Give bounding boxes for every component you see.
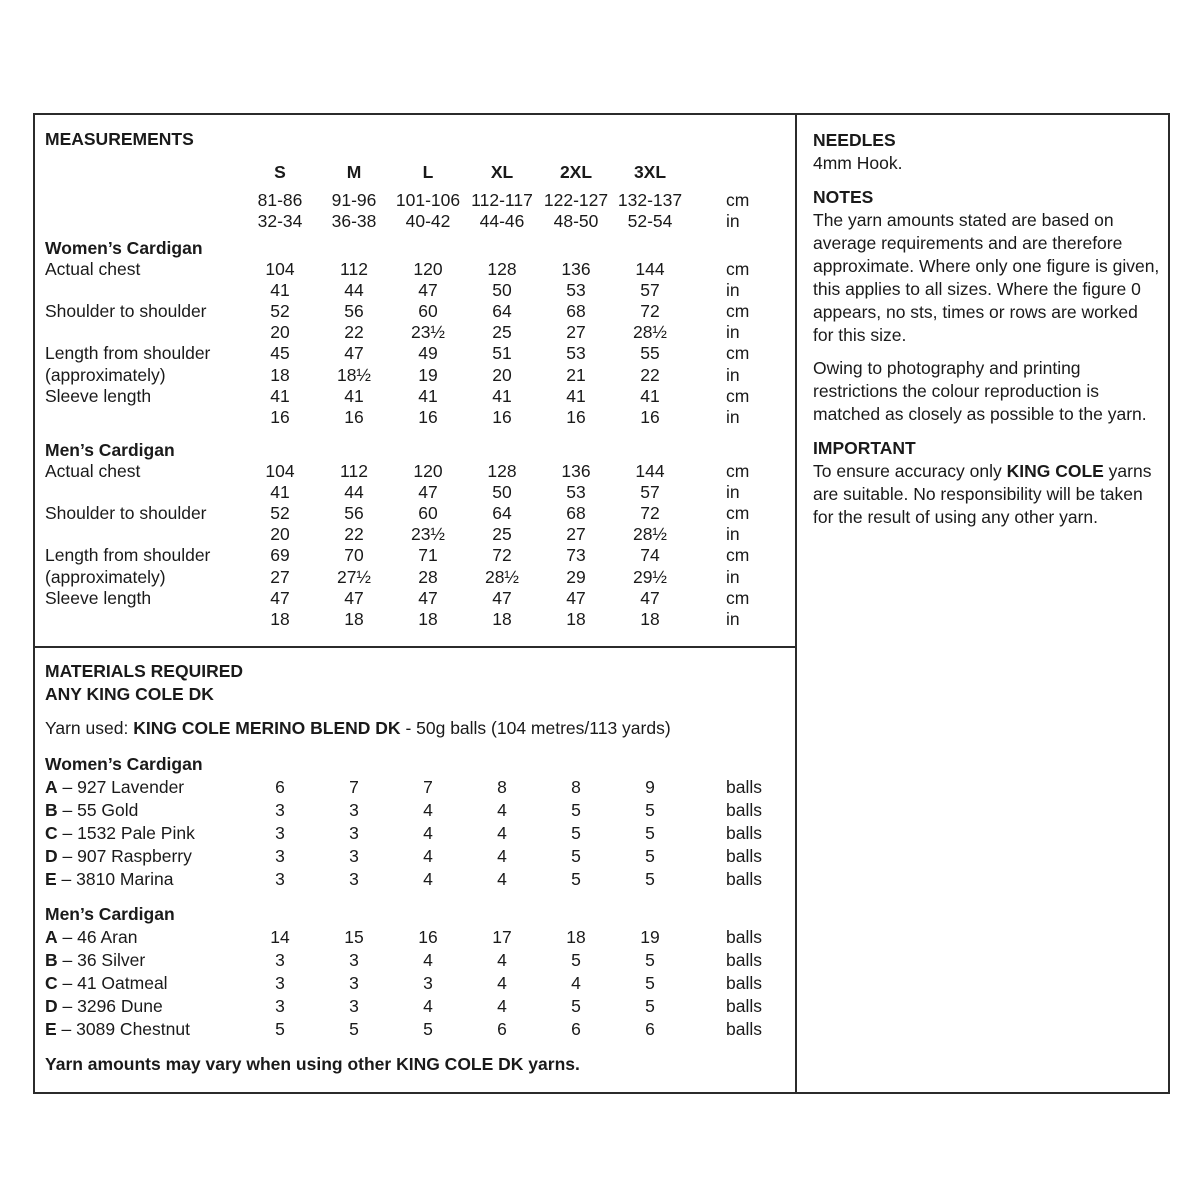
ball-unit: balls — [726, 950, 762, 970]
measurement-value: 56 — [344, 503, 364, 524]
yarn-colour-label — [45, 996, 163, 1017]
notes-heading: NOTES — [813, 187, 874, 207]
chest-range-cm: 101-106 — [395, 190, 461, 210]
measurement-value: 16 — [640, 406, 660, 427]
ball-count: 5 — [571, 869, 581, 889]
measurement-value: 29½ — [632, 566, 668, 587]
yarn-letter: C — [45, 823, 58, 843]
measurement-value: 47 — [344, 343, 364, 364]
notes-paragraph-2: Owing to photography and printing restrictions the colour reproduction is matched as closely as possible to the yarn. — [813, 358, 1147, 424]
measurement-row-label: Sleeve length — [45, 385, 152, 406]
yarn-letter: B — [45, 950, 58, 970]
measurement-value: 27½ — [336, 566, 372, 587]
chest-range-cm: 132-137 — [617, 190, 683, 210]
yarn-colour-label — [45, 950, 145, 971]
ball-count: 18 — [566, 927, 586, 947]
ball-count: 4 — [423, 950, 433, 970]
measurement-value: 104 — [265, 461, 295, 481]
measurement-value: 18 — [270, 364, 290, 385]
measurement-value: 72 — [492, 545, 512, 566]
ball-count: 3 — [275, 973, 285, 993]
measurement-value: 120 — [413, 259, 443, 279]
measurement-value: 47 — [640, 587, 660, 608]
ball-count: 17 — [492, 927, 512, 947]
measurement-row-label: Shoulder to shoulder — [45, 503, 207, 524]
measurement-value: 21 — [566, 364, 586, 385]
size-header-xl: XL — [490, 162, 514, 182]
measurement-unit: in — [726, 406, 740, 427]
measurement-unit: cm — [726, 385, 750, 406]
ball-unit: balls — [726, 927, 762, 947]
column-divider — [795, 113, 797, 1094]
size-header-3xl: 3XL — [633, 162, 667, 182]
ball-unit: balls — [726, 800, 762, 820]
measurement-value: 68 — [566, 503, 586, 524]
measurement-row-label: Shoulder to shoulder — [45, 301, 207, 322]
chest-range-cm: 91-96 — [331, 190, 377, 210]
ball-unit: balls — [726, 823, 762, 843]
ball-count: 4 — [497, 950, 507, 970]
measurement-value: 23½ — [410, 322, 446, 343]
measurement-value: 128 — [487, 461, 517, 481]
measurement-value: 41 — [640, 385, 660, 406]
unit-cm: cm — [726, 190, 750, 210]
measurement-value: 47 — [270, 587, 290, 608]
ball-count: 6 — [275, 777, 285, 797]
ball-count: 5 — [571, 950, 581, 970]
section-divider — [33, 646, 797, 648]
materials-subheading: ANY KING COLE DK — [45, 684, 214, 704]
ball-count: 5 — [645, 950, 655, 970]
measurement-unit: in — [726, 524, 740, 545]
important-text-before: To ensure accuracy only — [813, 461, 1007, 481]
measurement-value: 29 — [566, 566, 586, 587]
measurement-unit: cm — [726, 301, 750, 322]
yarn-used-line — [45, 718, 671, 739]
ball-count: 3 — [275, 869, 285, 889]
measurement-value: 27 — [270, 566, 290, 587]
yarn-letter: E — [45, 1019, 57, 1039]
measurement-value: 27 — [566, 524, 586, 545]
measurement-value: 53 — [566, 482, 586, 503]
needles-heading: NEEDLES — [813, 130, 896, 150]
yarn-colour-name: – 3089 Chestnut — [56, 1019, 190, 1039]
measurement-value: 128 — [487, 259, 517, 279]
measurement-row-label: Length from shoulder — [45, 545, 211, 566]
measurement-value: 22 — [640, 364, 660, 385]
yarn-colour-label — [45, 973, 168, 994]
chest-range-in: 32-34 — [257, 211, 303, 231]
measurement-unit: cm — [726, 461, 750, 481]
yarn-letter: D — [45, 996, 58, 1016]
measurement-value: 49 — [418, 343, 438, 364]
measurement-unit: cm — [726, 503, 750, 524]
ball-count: 4 — [497, 869, 507, 889]
measurement-value: 52 — [270, 301, 290, 322]
ball-count: 3 — [349, 996, 359, 1016]
measurement-value: 47 — [418, 280, 438, 301]
size-header-m: M — [346, 162, 362, 182]
measurement-value: 60 — [418, 301, 438, 322]
measurement-unit: in — [726, 482, 740, 503]
measurements-section-title: Women’s Cardigan — [45, 238, 203, 258]
ball-count: 4 — [497, 996, 507, 1016]
measurement-value: 25 — [492, 524, 512, 545]
ball-count: 5 — [645, 973, 655, 993]
yarn-letter: A — [45, 927, 58, 947]
measurement-value: 44 — [344, 280, 364, 301]
materials-footer: Yarn amounts may vary when using other KING COLE DK yarns. — [45, 1054, 580, 1074]
measurement-value: 52 — [270, 503, 290, 524]
ball-count: 3 — [349, 950, 359, 970]
measurement-value: 18 — [640, 608, 660, 629]
important-brand: KING COLE — [1006, 461, 1104, 481]
ball-unit: balls — [726, 846, 762, 866]
ball-count: 7 — [349, 777, 359, 797]
measurement-value: 112 — [340, 259, 368, 279]
measurement-value: 41 — [566, 385, 586, 406]
ball-count: 9 — [645, 777, 655, 797]
ball-count: 4 — [423, 869, 433, 889]
measurement-value: 72 — [640, 301, 660, 322]
measurement-value: 57 — [640, 482, 660, 503]
size-header-2xl: 2XL — [559, 162, 593, 182]
ball-count: 4 — [423, 846, 433, 866]
measurement-value: 136 — [561, 259, 591, 279]
measurement-value: 73 — [566, 545, 586, 566]
measurement-row-label: Actual chest — [45, 461, 141, 481]
yarn-colour-name: – 55 Gold — [57, 800, 139, 820]
measurement-value: 55 — [640, 343, 660, 364]
measurement-value: 112 — [340, 461, 368, 481]
ball-count: 8 — [497, 777, 507, 797]
measurement-value: 47 — [566, 587, 586, 608]
yarn-letter: B — [45, 800, 58, 820]
yarn-colour-name: – 46 Aran — [57, 927, 138, 947]
measurement-value: 120 — [413, 461, 443, 481]
chest-range-cm: 81-86 — [257, 190, 303, 210]
measurement-value: 47 — [418, 587, 438, 608]
yarn-colour-label — [45, 777, 184, 798]
measurement-value: 16 — [270, 406, 290, 427]
measurement-value: 20 — [270, 322, 290, 343]
ball-count: 7 — [423, 777, 433, 797]
yarn-letter: C — [45, 973, 58, 993]
ball-count: 5 — [645, 800, 655, 820]
measurement-unit: in — [726, 364, 740, 385]
measurement-value: 18 — [418, 608, 438, 629]
ball-count: 6 — [645, 1019, 655, 1039]
ball-count: 5 — [645, 846, 655, 866]
measurement-value: 64 — [492, 301, 512, 322]
yarn-colour-label — [45, 1019, 190, 1040]
measurement-value: 144 — [635, 259, 665, 279]
yarn-colour-name: – 41 Oatmeal — [57, 973, 168, 993]
ball-count: 4 — [423, 996, 433, 1016]
measurement-value: 60 — [418, 503, 438, 524]
measurement-unit: in — [726, 608, 740, 629]
yarn-name: KING COLE MERINO BLEND DK — [133, 718, 401, 738]
measurement-value: 28½ — [484, 566, 520, 587]
ball-count: 3 — [349, 973, 359, 993]
measurement-value: 45 — [270, 343, 290, 364]
measurement-value: 18 — [566, 608, 586, 629]
ball-count: 19 — [640, 927, 660, 947]
measurement-value: 104 — [265, 259, 295, 279]
measurement-value: 47 — [492, 587, 512, 608]
measurement-value: 16 — [566, 406, 586, 427]
yarn-colour-name: – 907 Raspberry — [57, 846, 192, 866]
ball-count: 8 — [571, 777, 581, 797]
measurement-value: 144 — [635, 461, 665, 481]
measurement-value: 74 — [640, 545, 660, 566]
measurement-value: 44 — [344, 482, 364, 503]
measurement-value: 18 — [344, 608, 364, 629]
materials-group-title: Women’s Cardigan — [45, 754, 203, 774]
measurement-row-label: Sleeve length — [45, 587, 152, 608]
measurements-heading: MEASUREMENTS — [45, 129, 194, 149]
ball-count: 14 — [270, 927, 290, 947]
measurement-value: 27 — [566, 322, 586, 343]
measurement-value: 18 — [270, 608, 290, 629]
measurement-value: 64 — [492, 503, 512, 524]
ball-count: 15 — [344, 927, 364, 947]
ball-count: 3 — [349, 869, 359, 889]
measurement-value: 50 — [492, 280, 512, 301]
yarn-colour-name: – 36 Silver — [57, 950, 146, 970]
yarn-colour-name: – 927 Lavender — [57, 777, 185, 797]
measurement-value: 22 — [344, 524, 364, 545]
chest-range-in: 44-46 — [479, 211, 525, 231]
measurement-value: 57 — [640, 280, 660, 301]
measurement-row-label: (approximately) — [45, 566, 166, 587]
measurement-value: 56 — [344, 301, 364, 322]
important-heading: IMPORTANT — [813, 438, 916, 458]
measurement-value: 53 — [566, 280, 586, 301]
measurement-value: 51 — [492, 343, 512, 364]
ball-count: 3 — [349, 846, 359, 866]
measurement-value: 23½ — [410, 524, 446, 545]
yarn-colour-label — [45, 869, 173, 890]
chest-range-in: 40-42 — [405, 211, 451, 231]
measurement-value: 41 — [492, 385, 512, 406]
materials-heading: MATERIALS REQUIRED — [45, 661, 244, 681]
measurement-value: 70 — [344, 545, 364, 566]
ball-count: 4 — [497, 800, 507, 820]
yarn-colour-label — [45, 846, 192, 867]
ball-count: 3 — [275, 823, 285, 843]
ball-count: 3 — [349, 823, 359, 843]
measurement-row-label: (approximately) — [45, 364, 166, 385]
ball-count: 3 — [275, 800, 285, 820]
ball-count: 5 — [645, 996, 655, 1016]
ball-count: 4 — [497, 846, 507, 866]
measurement-value: 50 — [492, 482, 512, 503]
yarn-colour-name: – 3810 Marina — [56, 869, 174, 889]
materials-group-title: Men’s Cardigan — [45, 904, 175, 924]
measurement-value: 18½ — [336, 364, 372, 385]
measurement-unit: in — [726, 322, 740, 343]
measurement-value: 16 — [418, 406, 438, 427]
ball-count: 3 — [275, 846, 285, 866]
yarn-letter: E — [45, 869, 57, 889]
measurement-value: 41 — [270, 482, 290, 503]
important-text — [813, 460, 1163, 529]
unit-in: in — [726, 211, 740, 231]
notes-paragraph-1: The yarn amounts stated are based on average requirements and are therefore approximate. Where only one figure is given, this applies to all sizes. Where the figure 0 appears, no sts, times or rows are worked for this size. — [813, 210, 1160, 345]
right-column — [813, 129, 1163, 529]
measurements-section-title: Men’s Cardigan — [45, 440, 175, 460]
measurement-value: 28 — [418, 566, 438, 587]
ball-count: 5 — [571, 996, 581, 1016]
important-text-after: yarns are suitable. No responsibility will be taken for the result of using any other yarn. — [813, 461, 1152, 527]
ball-count: 5 — [645, 823, 655, 843]
measurement-value: 41 — [270, 280, 290, 301]
chest-range-in: 52-54 — [627, 211, 673, 231]
ball-count: 5 — [571, 800, 581, 820]
measurement-value: 47 — [344, 587, 364, 608]
measurement-value: 69 — [270, 545, 290, 566]
measurement-value: 28½ — [632, 524, 668, 545]
yarn-colour-name: – 3296 Dune — [57, 996, 163, 1016]
ball-unit: balls — [726, 869, 762, 889]
measurement-unit: in — [726, 280, 740, 301]
ball-count: 4 — [423, 823, 433, 843]
measurement-value: 28½ — [632, 322, 668, 343]
yarn-colour-label — [45, 800, 138, 821]
ball-count: 6 — [571, 1019, 581, 1039]
chest-range-in: 48-50 — [553, 211, 599, 231]
ball-count: 4 — [571, 973, 581, 993]
yarn-letter: D — [45, 846, 58, 866]
measurement-unit: cm — [726, 587, 750, 608]
yarn-colour-name: – 1532 Pale Pink — [57, 823, 195, 843]
measurement-unit: cm — [726, 343, 750, 364]
ball-count: 5 — [645, 869, 655, 889]
measurement-value: 68 — [566, 301, 586, 322]
chest-range-in: 36-38 — [331, 211, 377, 231]
ball-count: 5 — [423, 1019, 433, 1039]
yarn-suffix: - 50g balls (104 metres/113 yards) — [400, 718, 671, 738]
yarn-colour-label — [45, 927, 137, 948]
ball-count: 4 — [497, 823, 507, 843]
measurement-row-label: Actual chest — [45, 259, 141, 279]
ball-count: 6 — [497, 1019, 507, 1039]
measurement-value: 41 — [270, 385, 290, 406]
chest-range-cm: 112-117 — [471, 190, 533, 210]
yarn-colour-label — [45, 823, 195, 844]
ball-count: 4 — [497, 973, 507, 993]
measurement-unit: cm — [726, 259, 750, 279]
ball-unit: balls — [726, 973, 762, 993]
yarn-letter: A — [45, 777, 58, 797]
measurement-value: 136 — [561, 461, 591, 481]
measurement-value: 19 — [418, 364, 438, 385]
measurement-value: 20 — [270, 524, 290, 545]
measurement-value: 41 — [344, 385, 364, 406]
measurement-unit: cm — [726, 545, 750, 566]
ball-count: 3 — [349, 800, 359, 820]
ball-count: 3 — [275, 950, 285, 970]
measurement-value: 41 — [418, 385, 438, 406]
measurement-value: 20 — [492, 364, 512, 385]
measurement-value: 47 — [418, 482, 438, 503]
needles-text: 4mm Hook. — [813, 153, 903, 173]
measurement-value: 71 — [418, 545, 438, 566]
measurement-value: 72 — [640, 503, 660, 524]
measurement-value: 53 — [566, 343, 586, 364]
yarn-prefix: Yarn used: — [45, 718, 134, 738]
ball-unit: balls — [726, 1019, 762, 1039]
ball-count: 3 — [275, 996, 285, 1016]
ball-count: 5 — [571, 846, 581, 866]
ball-count: 5 — [571, 823, 581, 843]
measurement-row-label: Length from shoulder — [45, 343, 211, 364]
ball-count: 3 — [423, 973, 433, 993]
ball-count: 16 — [418, 927, 438, 947]
measurement-value: 22 — [344, 322, 364, 343]
measurement-value: 25 — [492, 322, 512, 343]
ball-unit: balls — [726, 777, 762, 797]
size-header-s: S — [274, 162, 286, 182]
ball-unit: balls — [726, 996, 762, 1016]
measurement-value: 18 — [492, 608, 512, 629]
chest-range-cm: 122-127 — [543, 190, 609, 210]
measurement-value: 16 — [344, 406, 364, 427]
ball-count: 5 — [349, 1019, 359, 1039]
ball-count: 4 — [423, 800, 433, 820]
size-header-l: L — [422, 162, 434, 182]
measurement-unit: in — [726, 566, 740, 587]
ball-count: 5 — [275, 1019, 285, 1039]
measurement-value: 16 — [492, 406, 512, 427]
